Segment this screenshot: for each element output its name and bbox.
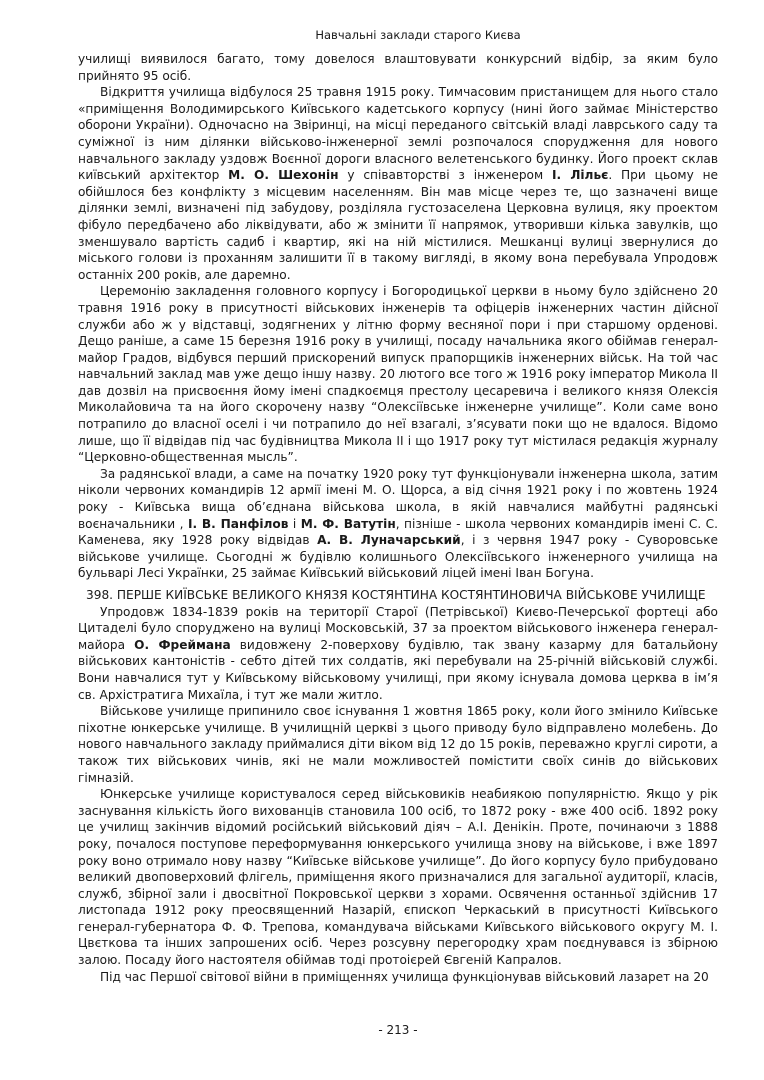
bold-name: М. О. Шехонін (228, 168, 339, 183)
paragraph (78, 84, 718, 283)
text-run: видовжену 2-поверхову будівлю, так звану казарму для батальйону військових кантоністів - себто дітей тих солдатів, які перебували на 25-річній військовій службі. Вони навчалися тут у Київському військовому училищі, при якому існувала домова церква в ім’я св. Архістратига Михаїла, і тут же мали житло. (78, 637, 718, 702)
paragraph (78, 969, 718, 986)
text-run: За радянської влади, а саме на початку 1920 року тут функціонували інженерна школа, затим ніколи червоних командирів 12 армії імені М. О. Щорса, а від січня 1921 року і по жовтень 1924 року - Київська вища об’єднана військова школа, в якій навчалися майбутні радянські воєначальники , (78, 466, 718, 531)
running-head: Навчальні заклади старого Києва (315, 28, 521, 42)
text-run: і (288, 516, 301, 531)
bold-name: О. Фреймана (134, 637, 231, 652)
text-run: Під час Першої світової війни в приміщеннях училища функціонував військовий лазарет на 20 (100, 969, 709, 984)
text-run: Юнкерське училище користувалося серед військовиків неабиякою популярністю. Якщо у рік заснування кількість його вихованців становила 100 осіб, то 1872 року - вже 400 осіб. 1892 року це училищ закінчив відомий російський військовий діяч – А.І. Денікін. Проте, починаючи з 1888 року, почалося поступове переформування юнкерського училища знову на військове, і вже 1897 року воно отримало нову назву “Київське військове училище”. До його корпусу було прибудовано великий двоповерховий флігель, приміщення якого призначалися для загальної аудиторії, класів, служб, збірної зали і двосвітної Покровської церкви з хорами. Освячення останньої здійснив 17 листопада 1912 року преосвященний Назарій, єпископ Черкаський в присутності Київського генерал-губернатора Ф. Ф. Трепова, командувача військами Київського військового округу М. І. Цвєткова та інших запрошених осіб. Через розсувну перегородку храм поєднувався із збірною залою. Посаду його настоятеля обіймав тоді протоієрей Євгеній Капралов. (78, 787, 718, 968)
bold-name: І. Лільє (551, 168, 609, 183)
page-number: - 213 - (378, 1023, 418, 1037)
bold-name: І. В. Панфілов (187, 516, 289, 531)
paragraph (78, 466, 718, 582)
section-heading (78, 587, 718, 604)
body-text (78, 51, 718, 985)
text-run: 398. ПЕРШЕ КИЇВСЬКЕ ВЕЛИКОГО КНЯЗЯ КОСТЯНТИНА КОСТЯНТИНОВИЧА ВІЙСЬКОВЕ УЧИЛИЩЕ (86, 588, 706, 602)
text-run: , пізніше - школа червоних командирів імені С. С. Каменева, яку 1928 року відвідав (78, 516, 719, 548)
text-run: Церемонію закладення головного корпусу і Богородицької церкви в ньому було здійснено 20 травня 1916 року в присутності військових інженерів та офіцерів інженерних частин дійсної служби або ж у відставці, зодягнених у літню форму весняної пори і при старшому орденові. Дещо раніше, а саме 15 березня 1916 року в училищі, посаду начальника якого обіймав генерал-майор Градов, відбувся перший прискорений випуск прапорщиків інженерних військ. На той час навчальний заклад мав уже дещо іншу назву. 20 лютого все того ж 1916 року імператор Микола II дав дозвіл на присвоєння йому імені спадкоємця престолу цесаревича і великого князя Олексія Миколайовича та на його скорочену назву “Олексіївське інженерне училище”. Коли саме воно потрапило до власної оселі і чи потрапило до неї взагалі, з’ясувати поки що не вдалося. Відомо лише, що її відвідав під час будівництва Микола II і що 1917 року тут містилася редакція журналу “Церковно-общественная мысль”. (78, 284, 718, 465)
paragraph (78, 51, 718, 84)
paragraph (78, 604, 718, 704)
text-run: , і з червня 1947 року - Суворовське військове училище. Сьогодні ж будівлю колишнього Олексіївського інженерного училища на бульварі Лесі Українки, 25 займає Київський військовий ліцей імені Іван Богуна. (78, 533, 718, 581)
text-run: у співавторстві з інженером (338, 168, 552, 183)
text-run: Упродовж 1834-1839 років на території Старої (Петрівської) Києво-Печерської фортеці або Цитаделі було споруджено на вулиці Московській, 37 за проектом військового інженера генерал-майора (78, 604, 718, 652)
text-run: . При цьому не обійшлося без конфлікту з місцевим населенням. Він мав місце через те, що зазначені вище ділянки землі, визначені під забудову, розділяла густозаселена Церковна вулиця, яку проектом фібуло передбачено або ліквідувати, або ж змінити її напрямок, утворивши кілька завулків, що зменшувало вартість садиб і квартир, які на ній містилися. Мешканці вулиці звернулися до міського голови із проханням залишити її в такому вигляді, в якому вона перебувала Упродовж останніх 200 років, але даремно. (78, 168, 719, 282)
bold-name: М. Ф. Ватутін (300, 516, 396, 531)
paragraph (78, 786, 718, 969)
text-run: училищі виявилося багато, тому довелося влаштовувати конкурсний відбір, за яким було прийнято 95 осіб. (78, 52, 718, 83)
paragraph (78, 703, 718, 786)
paragraph (78, 283, 718, 466)
bold-name: А. В. Луначарський (317, 533, 461, 548)
text-run: Військове училище припинило своє існування 1 жовтня 1865 року, коли його змінило Київське піхотне юнкерське училище. В училищній церкві з цього приводу було відправлено молебень. До нового навчального закладу приймалися діти віком від 12 до 15 років, переважно круглі сироти, а також тих військових чинів, які не мали можливостей помістити своїх синів до військових гімназій. (78, 704, 718, 785)
text-run: Відкриття училища відбулося 25 травня 1915 року. Тимчасовим пристанищем для нього стало «приміщення Володимирського Київського кадетського корпусу (нині його займає Міністерство оборони України). Одночасно на Звіринці, на місці переданого світській владі лаврського саду та суміжної із ним ділянки військово-інженерної землі розпочалося спорудження для нового навчального закладу уздовж Воєнної дороги власного велетенського будинку. Його проект склав київський архітектор (78, 85, 718, 183)
